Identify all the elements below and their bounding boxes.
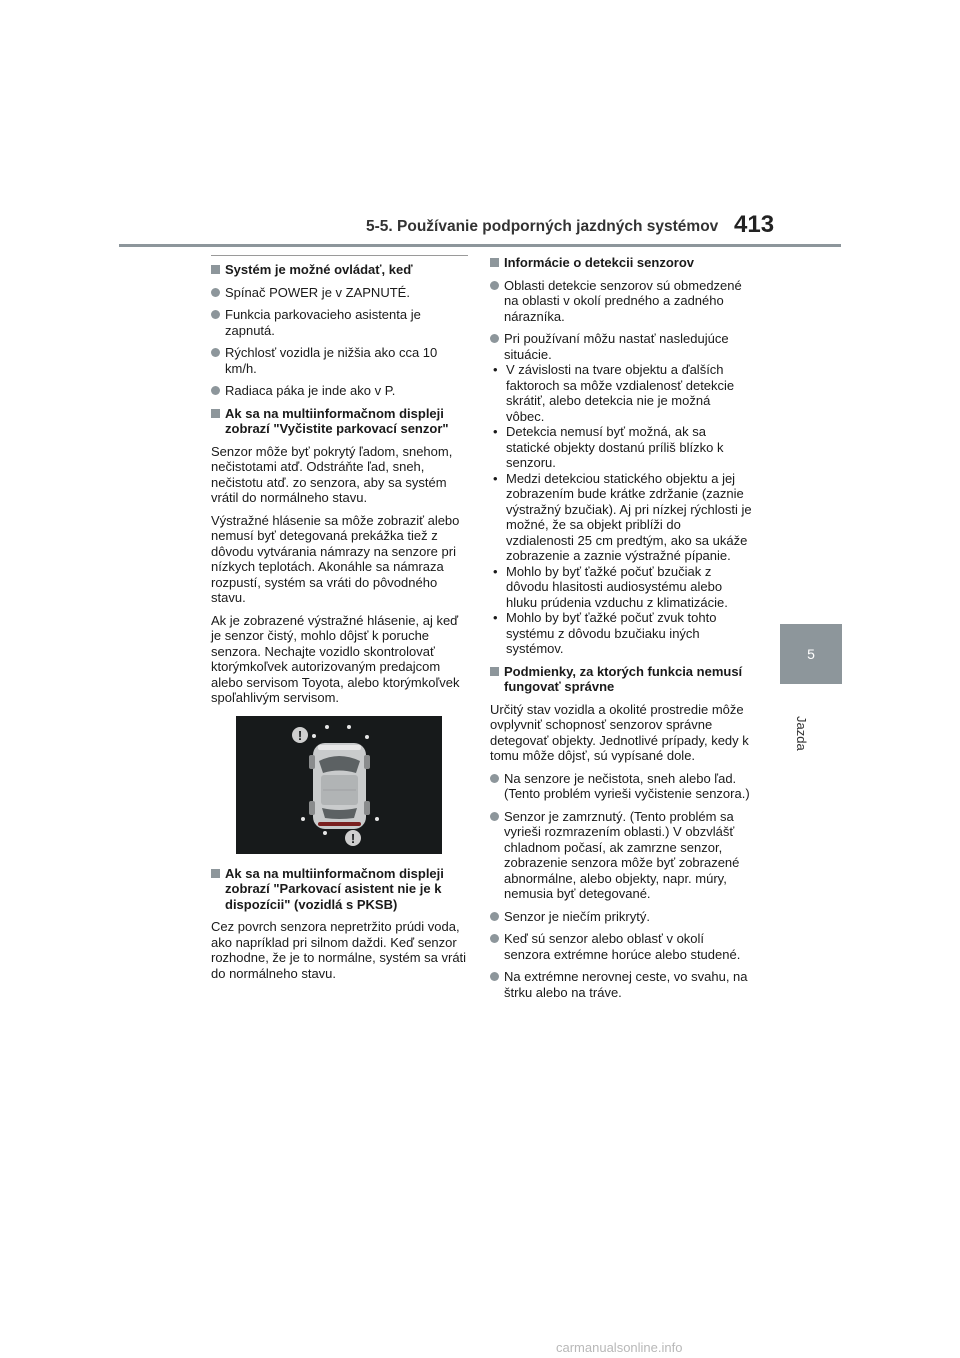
section-title: 5-5. Používanie podporných jazdných systémov (366, 218, 719, 235)
sensor-dot (347, 725, 351, 729)
paragraph: Ak je zobrazené výstražné hlásenie, aj keď je senzor čistý, mohlo dôjsť k poruche senzora. Nechajte vozidlo skontrolovať ktorýmkoľvek autorizovaným predajcom alebo servisom Toyota, alebo ktorýmkoľvek spoľahlivým servisom. (211, 612, 460, 705)
bullet-icon (490, 334, 499, 343)
list-item: Oblasti detekcie senzorov sú obmedzené na oblasti v okolí predného a zadného nárazníka. (490, 278, 752, 325)
sub-list-item: • Medzi detekciou statického objektu a jej zobrazením bude krátke zdržanie (zaznie výstražný bzučiak). Aj pri nízkej rýchlosti je možné, že sa objekt priblíži do vzdialenosti 25 cm predtým, ako sa ukáže zobrazenie a zaznie výstražné pípanie. (493, 470, 752, 563)
svg-text:!: ! (297, 727, 303, 743)
section-heading: Informácie o detekcii senzorov (490, 255, 752, 271)
warning-icon (345, 830, 361, 846)
sub-list-item: • V závislosti na tvare objektu a ďalších faktoroch sa môže vzdialenosť detekcie skrátiť, alebo detekcia nie je možná vôbec. (493, 362, 735, 424)
sub-list-item: • Mohlo by byť ťažké počuť zvuk tohto systému z dôvodu bzučiaku iných systémov. (493, 610, 717, 656)
paragraph: Senzor môže byť pokrytý ľadom, snehom, nečistotami atď. Odstráňte ľad, sneh, nečistotu atď. zo senzora, aby sa systém vrátil do normálneho stavu. (211, 443, 453, 505)
sensor-dot (312, 734, 316, 738)
list-item: Na extrémne nerovnej ceste, vo svahu, na štrku alebo na tráve. (490, 969, 752, 1000)
sensor-dot (323, 831, 327, 835)
bullet-icon (490, 934, 499, 943)
watermark: carmanualsonline.info (556, 1340, 683, 1355)
sensor-dot (365, 735, 369, 739)
paragraph: Výstražné hlásenie sa môže zobraziť alebo nemusí byť detegovaná prekážka tiež z dôvodu vytvárania námrazy na senzore pri nízkych teplotách. Akonáhle sa námraza rozpustí, systém sa vráti do pôvodného stavu. (211, 512, 460, 605)
bullet-icon (490, 812, 499, 821)
list-item: Keď sú senzor alebo oblasť v okolí senzora extrémne horúce alebo studené. (490, 931, 752, 962)
list-item: Funkcia parkovacieho asistenta je zapnutá. (211, 307, 469, 338)
sub-list-item: • Mohlo by byť ťažké počuť bzučiak z dôvodu hlasitosti audiosystému alebo hluku prúdenia vzduchu z klimatizácie. (493, 563, 728, 610)
section-heading: Ak sa na multiinformačnom displeji zobrazí "Parkovací asistent nie je k dispozícii" (vozidlá s PKSB) (211, 866, 469, 913)
bullet-icon (211, 310, 220, 319)
chapter-name: Jazda (794, 716, 809, 751)
sub-list-item: • Detekcia nemusí byť možná, ak sa statické objekty dostanú príliš blízko k senzoru. (493, 424, 724, 470)
bullet-icon (490, 774, 499, 783)
list-item: Senzor je niečím prikrytý. (490, 909, 752, 925)
bullet-icon (490, 972, 499, 981)
paragraph: Cez povrch senzora nepretržito prúdi voda, ako napríklad pri silnom daždi. Keď senzor rozhodne, že je to normálne, systém sa vráti do normálneho stavu. (211, 919, 467, 981)
list-item: Radiaca páka je inde ako v P. (211, 383, 469, 399)
section-heading: Systém je možné ovládať, keď (211, 262, 469, 278)
sensor-dot (325, 725, 329, 729)
bullet-icon (211, 386, 220, 395)
section-heading: Podmienky, za ktorých funkcia nemusí fungovať správne (490, 664, 752, 695)
svg-text:!: ! (350, 830, 356, 846)
bullet-icon (490, 912, 499, 921)
paragraph: Určitý stav vozidla a okolité prostredie môže ovplyvniť schopnosť senzorov správne detegovať objekty. Jednotlivé prípady, kedy k tomu môže dôjsť, sú vypísané dole. (490, 701, 749, 763)
list-item: Spínač POWER je v ZAPNUTÉ. (211, 285, 469, 301)
car-top-view-icon (309, 743, 370, 829)
bullet-icon (490, 281, 499, 290)
page-number: 413 (734, 211, 775, 238)
parking-sensor-illustration (236, 716, 442, 854)
parking-sensor-display-figure (236, 716, 442, 854)
bullet-icon (211, 348, 220, 357)
sensor-dot (301, 817, 305, 821)
list-item: Senzor je zamrznutý. (Tento problém sa vyrieši rozmrazením oblasti.) V obzvlášť chladnom počasí, ak zamrzne senzor, zobrazenie senzora môže byť zobrazené abnormálne, alebo objekty, napr. múry, nemusia byť detegované. (490, 809, 752, 902)
section-divider (211, 255, 468, 256)
right-column (490, 255, 752, 1007)
warning-icon (292, 727, 308, 743)
list-item: Pri používaní môžu nastať nasledujúce situácie. (490, 331, 752, 362)
list-item: Na senzore je nečistota, sneh alebo ľad. (Tento problém vyrieši vyčistenie senzora.) (490, 771, 752, 802)
bullet-icon (211, 288, 220, 297)
header-rule (119, 244, 841, 247)
list-item: Rýchlosť vozidla je nižšia ako cca 10 km/h. (211, 345, 469, 376)
sub-list (490, 362, 752, 657)
chapter-number: 5 (807, 646, 815, 662)
chapter-tab[interactable] (780, 624, 842, 684)
section-heading: Ak sa na multiinformačnom displeji zobrazí "Vyčistite parkovací senzor" (211, 406, 469, 437)
left-column (211, 255, 469, 988)
sensor-dot (375, 817, 379, 821)
